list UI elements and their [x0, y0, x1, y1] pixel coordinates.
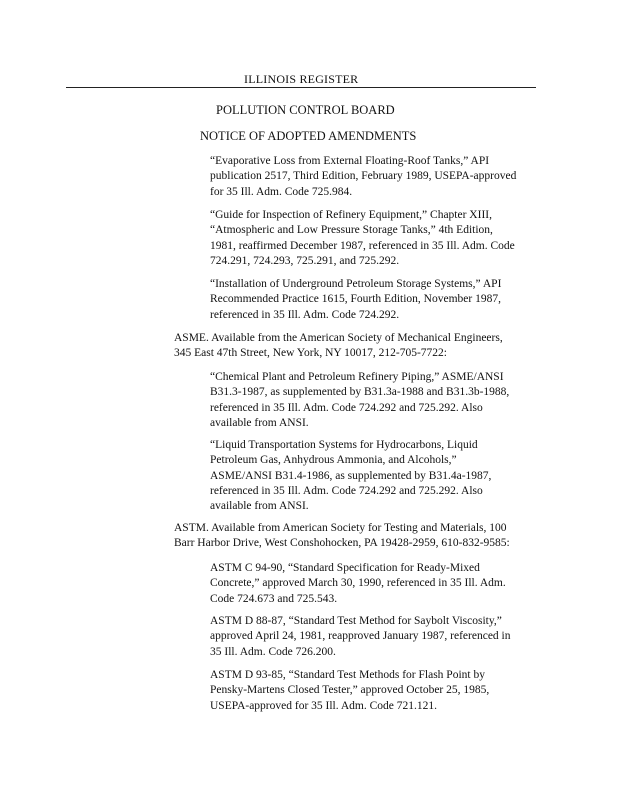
notice-title: NOTICE OF ADOPTED AMENDMENTS: [200, 129, 417, 143]
astm-availability-paragraph: ASTM. Available from American Society for Testing and Materials, 100 Barr Harbor Drive, West Conshohocken, PA 19428-2959, 610-832-9585:: [174, 522, 510, 550]
board-name: POLLUTION CONTROL BOARD: [216, 103, 395, 117]
reference-api-evaporative-loss: “Evaporative Loss from External Floating-Roof Tanks,” API publication 2517, Third Edition, February 1989, USEPA-approved for 35 Ill. Adm. Code 725.984.: [210, 155, 517, 198]
reference-astm-d93: ASTM D 93-85, “Standard Test Methods for Flash Point by Pensky-Martens Closed Tester,” approved October 25, 1985, USEPA-approved for 35 Ill. Adm. Code 721.121.: [210, 669, 490, 712]
reference-api-refinery-guide: “Guide for Inspection of Refinery Equipment,” Chapter XIII, “Atmospheric and Low Pressure Storage Tanks,” 4th Edition, 1981, reaffirmed December 1987, referenced in 35 Ill. Adm. Code 724.291, 724.293, 725.291, and 725.292.: [210, 209, 515, 267]
reference-asme-chemical-piping: “Chemical Plant and Petroleum Refinery Piping,” ASME/ANSI B31.3-1987, as supplemented by B31.3a-1988 and B31.3b-1988, referenced in 35 Ill. Adm. Code 724.292 and 725.292. Also available from ANSI.: [210, 371, 510, 429]
reference-astm-c94: ASTM C 94-90, “Standard Specification for Ready-Mixed Concrete,” approved March 30, 1990, referenced in 35 Ill. Adm. Code 724.673 and 725.543.: [210, 562, 506, 605]
header-rule: [66, 87, 536, 88]
register-title: ILLINOIS REGISTER: [244, 72, 359, 86]
reference-asme-liquid-transport: “Liquid Transportation Systems for Hydrocarbons, Liquid Petroleum Gas, Anhydrous Ammonia, and Alcohols,” ASME/ANSI B31.4-1986, as supplemented by B31.4a-1987, referenced in 35 Ill. Adm. Code 724.292 and 725.292. Also available from ANSI.: [210, 439, 492, 513]
reference-api-underground-storage: “Installation of Underground Petroleum Storage Systems,” API Recommended Practice 1615, Fourth Edition, November 1987, referenced in 35 Ill. Adm. Code 724.292.: [210, 278, 502, 321]
reference-astm-d88: ASTM D 88-87, “Standard Test Method for Saybolt Viscosity,” approved April 24, 1981, reapproved January 1987, referenced in 35 Ill. Adm. Code 726.200.: [210, 615, 511, 658]
asme-availability-paragraph: ASME. Available from the American Society of Mechanical Engineers, 345 East 47th Street, New York, NY 10017, 212-705-7722:: [174, 332, 503, 360]
